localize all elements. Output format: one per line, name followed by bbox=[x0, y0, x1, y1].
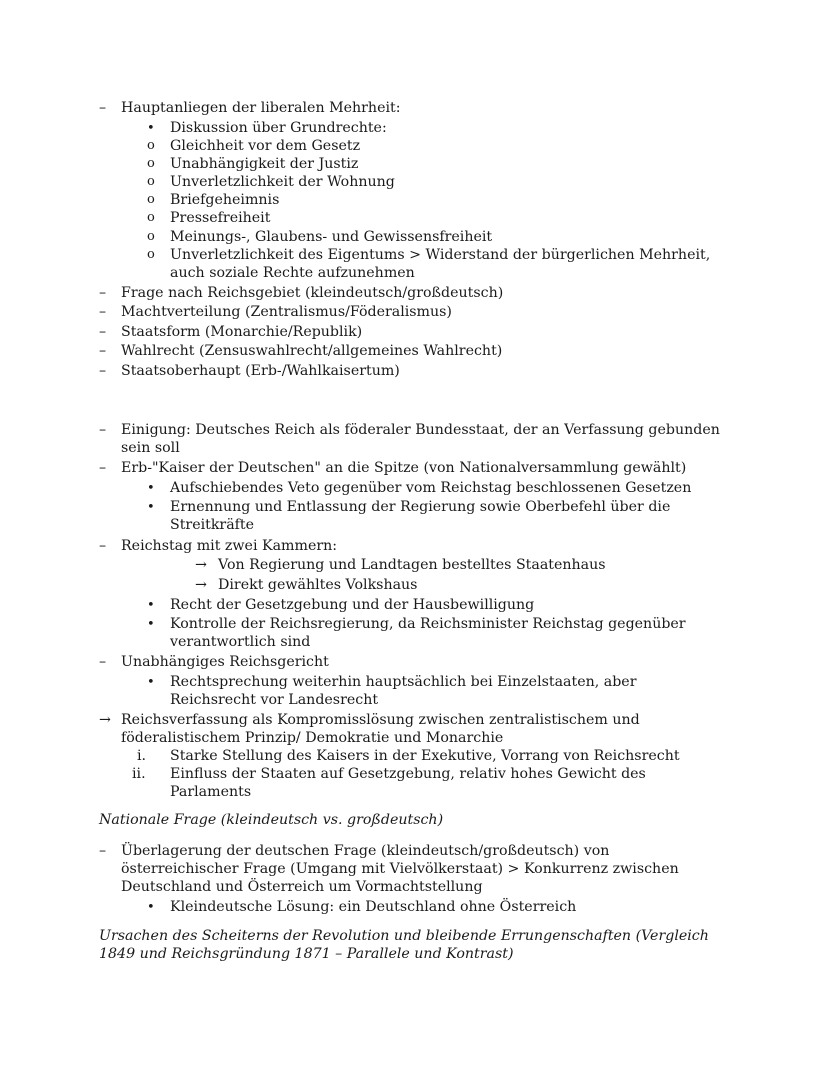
list-item: Pressefreiheit bbox=[170, 210, 271, 226]
list-item: Briefgeheimnis bbox=[170, 192, 280, 208]
list-item: Unverletzlichkeit der Wohnung bbox=[170, 174, 395, 190]
dash-marker: – bbox=[99, 538, 107, 554]
list-item: Rechtsprechung weiterhin hauptsächlich bei Einzelstaaten, aber bbox=[170, 674, 637, 690]
bullet-marker: • bbox=[147, 481, 155, 496]
list-item: Aufschiebendes Veto gegenüber vom Reichstag beschlossenen Gesetzen bbox=[170, 480, 692, 496]
list-item: Unverletzlichkeit des Eigentums > Widerstand der bürgerlichen Mehrheit, bbox=[170, 247, 711, 263]
arrow-marker: → bbox=[195, 557, 207, 573]
list-item: Starke Stellung des Kaisers in der Exekutive, Vorrang von Reichsrecht bbox=[170, 748, 680, 764]
roman-marker: ii. bbox=[132, 766, 146, 782]
list-item: Machtverteilung (Zentralismus/Föderalismus) bbox=[121, 304, 452, 320]
arrow-marker: → bbox=[99, 712, 111, 728]
circle-marker: o bbox=[147, 138, 155, 153]
list-item: Kontrolle der Reichsregierung, da Reichsminister Reichstag gegenüber bbox=[170, 616, 686, 632]
list-item-continuation: Deutschland und Österreich um Vormachtstellung bbox=[121, 879, 483, 895]
bullet-marker: • bbox=[147, 675, 155, 690]
list-item-continuation: sein soll bbox=[121, 440, 180, 456]
circle-marker: o bbox=[147, 192, 155, 207]
bullet-marker: • bbox=[147, 900, 155, 915]
circle-marker: o bbox=[147, 229, 155, 244]
list-item: Unabhängiges Reichsgericht bbox=[121, 654, 329, 670]
dash-marker: – bbox=[99, 422, 107, 438]
list-item-continuation: Streitkräfte bbox=[170, 517, 255, 533]
list-item: Recht der Gesetzgebung und der Hausbewilligung bbox=[170, 597, 535, 613]
section-heading-continuation: 1849 und Reichsgründung 1871 – Parallele und Kontrast) bbox=[99, 946, 514, 962]
list-item: Reichsverfassung als Kompromisslösung zwischen zentralistischem und bbox=[121, 712, 640, 728]
dash-marker: – bbox=[99, 460, 107, 476]
list-item: Staatsform (Monarchie/Republik) bbox=[121, 324, 363, 340]
list-item-continuation: österreichischer Frage (Umgang mit Vielvölkerstaat) > Konkurrenz zwischen bbox=[121, 861, 679, 877]
list-item: Meinungs-, Glaubens- und Gewissensfreiheit bbox=[170, 229, 493, 245]
dash-marker: – bbox=[99, 304, 107, 320]
list-item-continuation: Parlaments bbox=[170, 784, 252, 800]
list-item: Ernennung und Entlassung der Regierung sowie Oberbefehl über die bbox=[170, 499, 671, 515]
roman-marker: i. bbox=[137, 748, 147, 764]
bullet-marker: • bbox=[147, 598, 155, 613]
bullet-marker: • bbox=[147, 121, 155, 136]
list-item: Diskussion über Grundrechte: bbox=[170, 120, 387, 136]
list-item: Reichstag mit zwei Kammern: bbox=[121, 538, 338, 554]
circle-marker: o bbox=[147, 210, 155, 225]
dash-marker: – bbox=[99, 843, 107, 859]
list-item: Einfluss der Staaten auf Gesetzgebung, relativ hohes Gewicht des bbox=[170, 766, 646, 782]
list-item: Erb-"Kaiser der Deutschen" an die Spitze (von Nationalversammlung gewählt) bbox=[121, 460, 687, 476]
dash-marker: – bbox=[99, 343, 107, 359]
list-item: Kleindeutsche Lösung: ein Deutschland ohne Österreich bbox=[170, 899, 577, 915]
circle-marker: o bbox=[147, 247, 155, 262]
list-item-continuation: föderalistischem Prinzip/ Demokratie und Monarchie bbox=[121, 730, 504, 746]
arrow-marker: → bbox=[195, 577, 207, 593]
bullet-marker: • bbox=[147, 500, 155, 515]
list-item: Überlagerung der deutschen Frage (kleindeutsch/großdeutsch) von bbox=[121, 843, 610, 859]
section-heading: Ursachen des Scheiterns der Revolution und bleibende Errungenschaften (Vergleich bbox=[99, 928, 709, 944]
list-item-continuation: auch soziale Rechte aufzunehmen bbox=[170, 265, 415, 281]
section-heading: Nationale Frage (kleindeutsch vs. großdeutsch) bbox=[99, 812, 444, 828]
dash-marker: – bbox=[99, 363, 107, 379]
list-item: Wahlrecht (Zensuswahlrecht/allgemeines Wahlrecht) bbox=[121, 343, 503, 359]
list-item: Unabhängigkeit der Justiz bbox=[170, 156, 359, 172]
dash-marker: – bbox=[99, 654, 107, 670]
list-item: Gleichheit vor dem Gesetz bbox=[170, 138, 361, 154]
dash-marker: – bbox=[99, 285, 107, 301]
list-item-continuation: verantwortlich sind bbox=[170, 634, 311, 650]
list-item: Direkt gewähltes Volkshaus bbox=[218, 577, 418, 593]
list-item: Staatsoberhaupt (Erb-/Wahlkaisertum) bbox=[121, 363, 400, 379]
list-item: Hauptanliegen der liberalen Mehrheit: bbox=[121, 100, 401, 116]
list-item: Frage nach Reichsgebiet (kleindeutsch/großdeutsch) bbox=[121, 285, 504, 301]
list-item: Von Regierung und Landtagen bestelltes Staatenhaus bbox=[218, 557, 606, 573]
bullet-marker: • bbox=[147, 617, 155, 632]
list-item-continuation: Reichsrecht vor Landesrecht bbox=[170, 692, 379, 708]
dash-marker: – bbox=[99, 324, 107, 340]
dash-marker: – bbox=[99, 100, 107, 116]
circle-marker: o bbox=[147, 156, 155, 171]
list-item: Einigung: Deutsches Reich als föderaler Bundesstaat, der an Verfassung gebunden bbox=[121, 422, 720, 438]
circle-marker: o bbox=[147, 174, 155, 189]
